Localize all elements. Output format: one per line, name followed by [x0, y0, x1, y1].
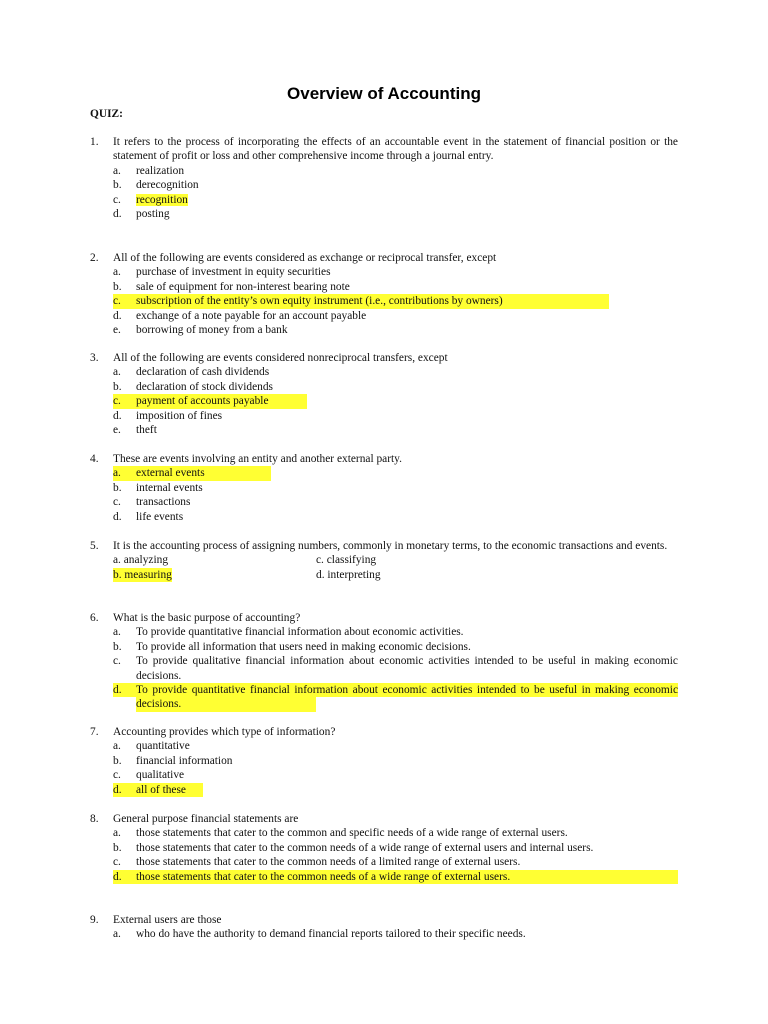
question-4 — [90, 452, 678, 524]
question-number: 2. — [90, 252, 99, 264]
question-text: These are events involving an entity and another external party. — [113, 453, 402, 465]
option-a: a. quantitative — [113, 740, 190, 753]
question-number: 1. — [90, 136, 99, 148]
option-d-answer: d. all of these — [90, 783, 678, 797]
option-e: e. borrowing of money from a bank — [113, 324, 288, 337]
question-number: 9. — [90, 914, 99, 926]
question-9 — [90, 913, 678, 942]
question-7 — [90, 725, 678, 797]
answer-highlight: recognition — [136, 193, 188, 206]
option-b: b. internal events — [113, 481, 203, 494]
option-a: a. those statements that cater to the common and specific needs of a wide range of external users. — [113, 827, 568, 840]
question-number: 6. — [90, 612, 99, 624]
question-number: 8. — [90, 813, 99, 825]
option-a: a. purchase of investment in equity securities — [113, 266, 331, 279]
question-6 — [90, 611, 678, 712]
option-a: a. realization — [113, 164, 185, 177]
option-d: d. life events — [113, 510, 184, 523]
question-text: Accounting provides which type of information? — [113, 726, 336, 738]
question-text: External users are those — [113, 914, 222, 926]
question-1 — [90, 135, 678, 221]
question-text: All of the following are events considered as exchange or reciprocal transfer, except — [113, 252, 497, 264]
option-b: b. To provide all information that users need in making economic decisions. — [113, 640, 471, 653]
option-c: c. classifying — [316, 554, 377, 567]
option-a: a. who do have the authority to demand financial reports tailored to their specific needs. — [113, 928, 526, 941]
question-text: All of the following are events considered nonreciprocal transfers, except — [113, 352, 448, 364]
question-8 — [90, 812, 678, 884]
question-number: 7. — [90, 726, 99, 738]
option-b: b. financial information — [113, 754, 233, 767]
option-a: a. analyzing — [113, 554, 169, 567]
option-c: c. those statements that cater to the common needs of a limited range of external users. — [113, 856, 521, 869]
option-a-answer: a. external events — [90, 466, 678, 480]
option-c-answer: c. subscription of the entity’s own equity instrument (i.e., contributions by owners) — [90, 294, 678, 308]
option-c-answer: c. payment of accounts payable — [90, 394, 678, 408]
option-c: c. qualitative — [113, 769, 185, 782]
question-2 — [90, 251, 678, 337]
option-b-answer: b. measuring — [113, 568, 172, 581]
option-d: d. exchange of a note payable for an account payable — [113, 309, 367, 322]
option-c: c. To provide qualitative financial information about economic activities intended to be useful in making economic decisions. — [113, 655, 678, 682]
option-c: c. transactions — [113, 496, 191, 509]
option-e: e. theft — [113, 424, 157, 437]
question-text: It is the accounting process of assigning numbers, commonly in monetary terms, to the economic transactions and events. — [113, 540, 668, 552]
question-number: 4. — [90, 453, 99, 465]
option-b: b. sale of equipment for non-interest bearing note — [113, 280, 350, 293]
option-d-answer: d. those statements that cater to the common needs of a wide range of external users. — [90, 870, 678, 884]
option-b: b. derecognition — [113, 179, 199, 192]
option-b: b. those statements that cater to the common needs of a wide range of external users and internal users. — [113, 841, 594, 854]
question-number: 3. — [90, 352, 99, 364]
option-d-answer: d. To provide quantitative financial information about economic activities intended to be useful in making economic decisions. — [113, 684, 678, 711]
question-text: It refers to the process of incorporating the effects of an accountable event in the statement of financial position or the statement of profit or loss and other comprehensive income through a journal entry. — [113, 136, 678, 163]
option-d: d. posting — [113, 208, 170, 221]
question-text: General purpose financial statements are — [113, 813, 299, 825]
option-d: d. imposition of fines — [113, 409, 223, 422]
quiz-label: QUIZ: — [90, 108, 123, 120]
page-title: Overview of Accounting — [287, 84, 481, 103]
option-a: a. To provide quantitative financial information about economic activities. — [113, 626, 464, 639]
question-text: What is the basic purpose of accounting? — [113, 612, 301, 624]
option-a: a. declaration of cash dividends — [113, 366, 270, 379]
question-number: 5. — [90, 540, 99, 552]
option-row — [113, 553, 678, 567]
option-c-answer: c. recognition — [113, 193, 188, 206]
question-5 — [90, 539, 678, 582]
option-row — [113, 568, 678, 582]
question-3 — [90, 351, 678, 437]
option-d: d. interpreting — [316, 568, 381, 581]
option-b: b. declaration of stock dividends — [113, 380, 273, 393]
